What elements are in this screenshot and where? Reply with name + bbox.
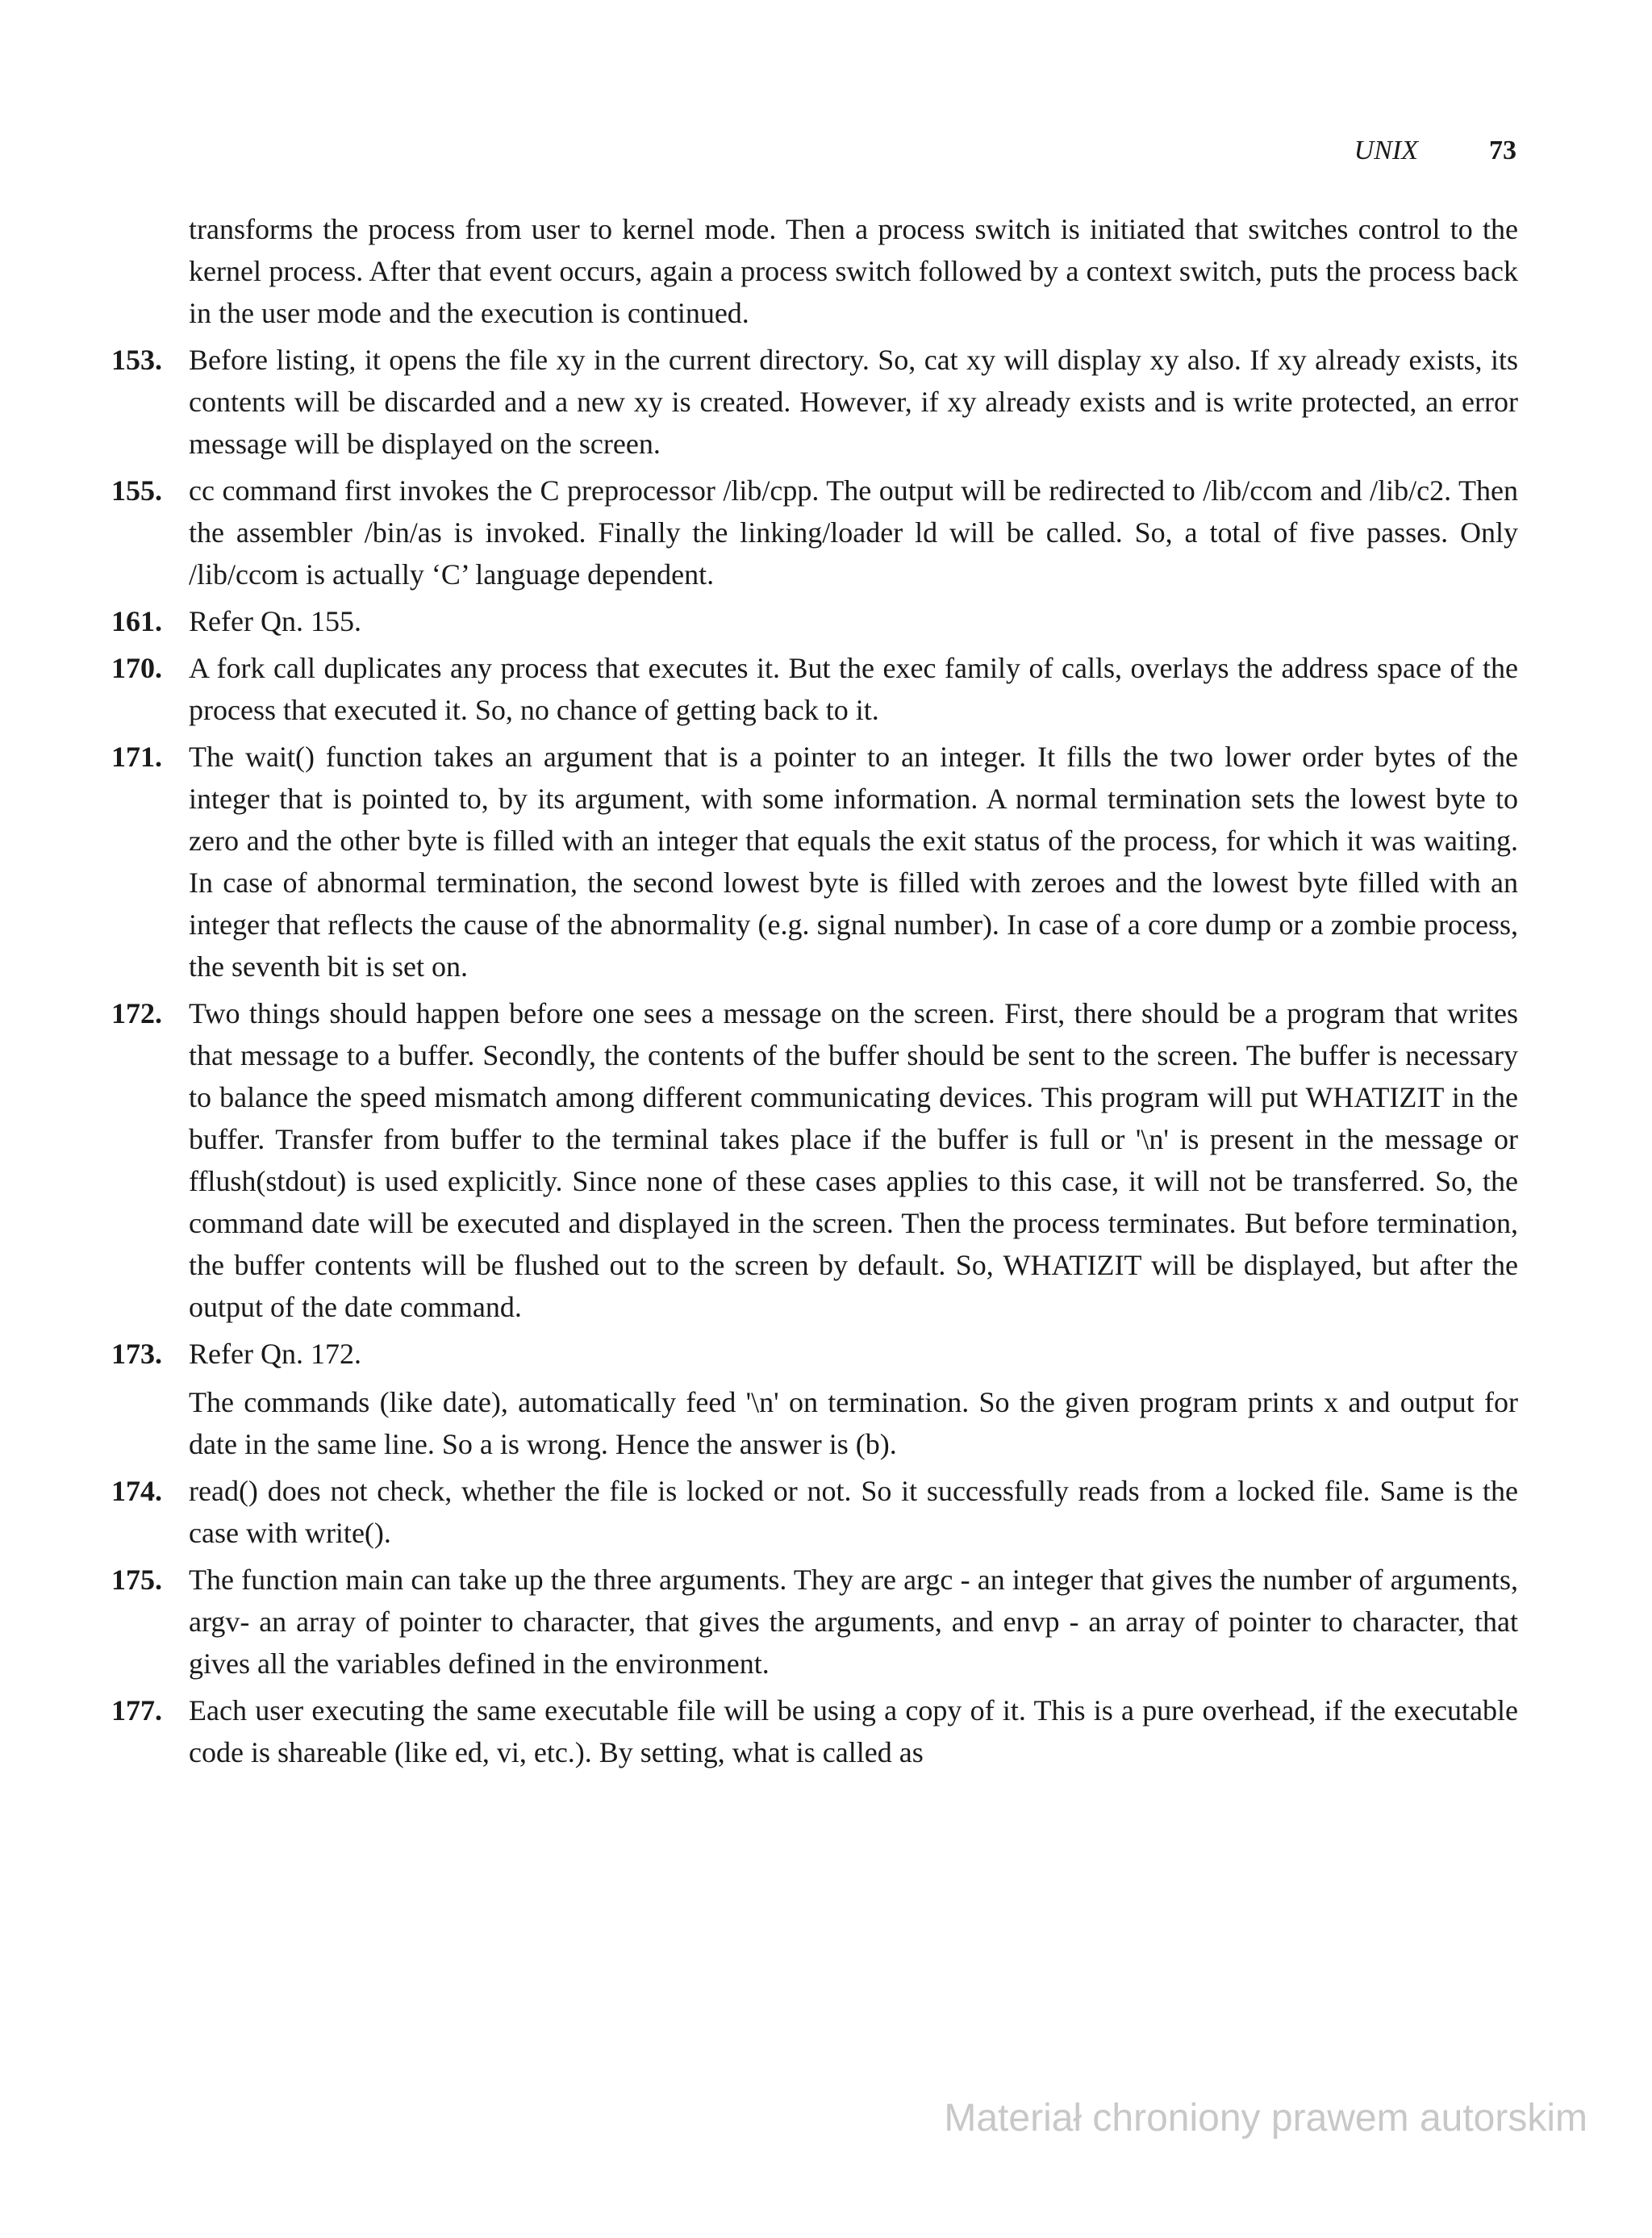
entry-text: Refer Qn. 172.: [189, 1338, 361, 1370]
copyright-watermark: Materiał chroniony prawem autorskim: [944, 2097, 1587, 2140]
entry-text: cc command first invokes the C preprocessor /lib/cpp. The output will be redirected to /lib/ccom and /lib/c2. Then the assembler /bin/as is invoked. Finally the linking/loader ld will be called. So, a total of five passes. Only /lib/ccom is actually ‘C’ language dependent.: [189, 474, 1518, 591]
entry-number: 170.: [111, 652, 162, 684]
entry-text: A fork call duplicates any process that executes it. But the exec family of calls, overlays the address space of the process that executed it. So, no chance of getting back to it.: [189, 652, 1518, 726]
answer-entry-170: [111, 647, 1518, 731]
entry-continuation: The commands (like date), automatically feed '\n' on termination. So the given program prints x and output for date in the same line. So a is wrong. Hence the answer is (b).: [189, 1386, 1518, 1460]
entry-text: The wait() function takes an argument that is a pointer to an integer. It fills the two lower order bytes of the integer that is pointed to, by its argument, with some information. A normal termination sets the lowest byte to zero and the other byte is filled with an integer that equals the exit status of the process, for which it was waiting. In case of abnormal termination, the second lowest byte is filled with zeroes and the lowest byte filled with an integer that reflects the cause of the abnormality (e.g. signal number). In case of a core dump or a zombie process, the seventh bit is set on.: [189, 741, 1518, 983]
entry-text: The function main can take up the three arguments. They are argc - an integer that gives the number of arguments, argv- an array of pointer to character, that gives the arguments, and envp - an array of pointer to character, that gives all the variables defined in the environment.: [189, 1564, 1518, 1680]
answer-entry-161: [111, 600, 1518, 642]
entry-number: 174.: [111, 1475, 162, 1507]
running-head-title: UNIX: [1354, 136, 1418, 165]
entry-text: read() does not check, whether the file is locked or not. So it successfully reads from a locked file. Same is the case with write().: [189, 1475, 1518, 1549]
answer-entry-171: [111, 736, 1518, 987]
entry-text: Two things should happen before one sees a message on the screen. First, there should be a program that writes that message to a buffer. Secondly, the contents of the buffer should be sent to the screen. The buffer is necessary to balance the speed mismatch among different communicating devices. This program will put WHATIZIT in the buffer. Transfer from buffer to the terminal takes place if the buffer is full or '\n' is present in the message or fflush(stdout) is used explicitly. Since none of these cases applies to this case, it will not be transferred. So, the command date will be executed and displayed in the screen. Then the process terminates. But before termination, the buffer contents will be flushed out to the screen by default. So, WHATIZIT will be displayed, but after the output of the date command.: [189, 997, 1518, 1323]
entry-number: 161.: [111, 605, 162, 637]
entry-text: Refer Qn. 155.: [189, 605, 361, 637]
answer-entry-175: [111, 1559, 1518, 1685]
page-body: [111, 208, 1518, 1778]
entry-text: Each user executing the same executable file will be using a copy of it. This is a pure overhead, if the executable code is shareable (like ed, vi, etc.). By setting, what is called as: [189, 1694, 1518, 1768]
answer-entry-155: [111, 470, 1518, 595]
entry-text: Before listing, it opens the file xy in the current directory. So, cat xy will display xy also. If xy already exists, its contents will be discarded and a new xy is created. However, if xy already exists and is write protected, an error message will be displayed on the screen.: [189, 344, 1518, 460]
page-number: 73: [1489, 136, 1516, 165]
entry-number: 171.: [111, 741, 162, 773]
entry-number: 173.: [111, 1338, 162, 1370]
entry-number: 175.: [111, 1564, 162, 1596]
answer-entry-174: [111, 1470, 1518, 1554]
answer-entry-173: [111, 1333, 1518, 1465]
entry-number: 155.: [111, 474, 162, 507]
answer-entry-172: [111, 992, 1518, 1328]
entry-number: 177.: [111, 1694, 162, 1727]
entry-number: 153.: [111, 344, 162, 376]
page-header: [1194, 136, 1516, 176]
answer-entry-177: [111, 1689, 1518, 1773]
intro-paragraph: transforms the process from user to kernel mode. Then a process switch is initiated that switches control to the kernel process. After that event occurs, again a process switch followed by a context switch, puts the process back in the user mode and the execution is continued.: [189, 213, 1518, 329]
answer-entry-153: [111, 339, 1518, 465]
entry-number: 172.: [111, 997, 162, 1029]
